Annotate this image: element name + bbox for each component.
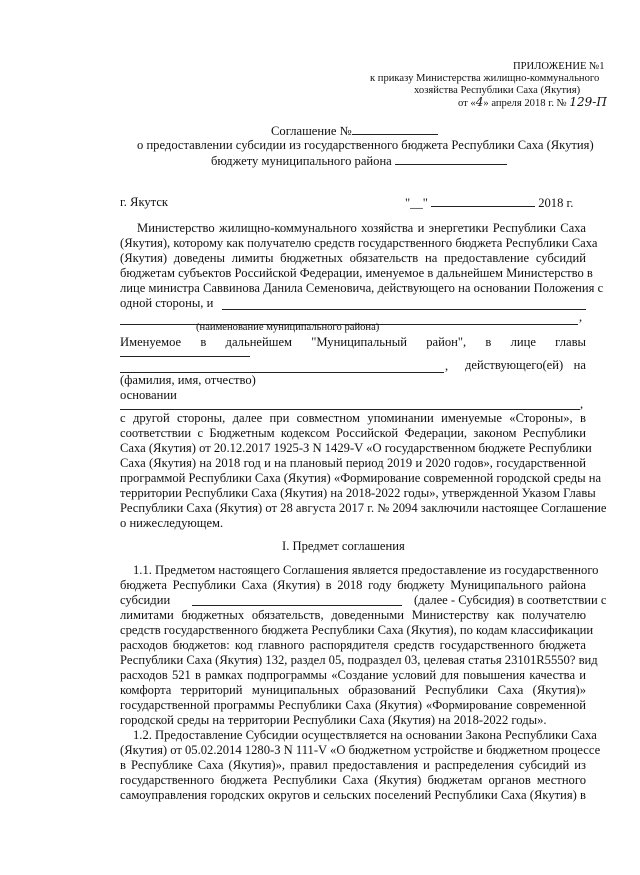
basis-label: основании: [120, 388, 177, 402]
section-1-heading: I. Предмет соглашения: [282, 539, 405, 553]
appendix-line1: к приказу Министерства жилищно-коммунального: [370, 73, 600, 84]
date-year: 2018 г.: [538, 196, 574, 210]
city: г. Якутск: [120, 195, 169, 209]
para-line-7: Республики Саха (Якутия) от 28 августа 2017 г. № 2094 заключили настоящее Соглашение: [120, 501, 607, 515]
appendix-number: 129-П: [569, 95, 607, 109]
acting-label: действующего(ей) на: [465, 358, 586, 372]
para-line-8: о нижеследующем.: [120, 516, 224, 530]
intro-line-7: Именуемое в дальнейшем "Муниципальный район", в лице главы: [120, 335, 586, 349]
appendix-date-prefix: от «: [458, 98, 476, 109]
s1-line-9: комфорта территорий муниципальных образований Республики Саха (Якутия)»: [120, 683, 586, 697]
intro-line-2: (Якутия), которому как получателю средств государственного бюджета Республики Саха: [120, 236, 598, 250]
comma-1: ,: [579, 310, 583, 324]
appendix-date: [458, 96, 607, 110]
para-line-5: программой Республики Саха (Якутия) «Формирование современной городской среды на: [120, 471, 602, 485]
s1-line-7: Республики Саха (Якутия) 132, раздел 05, подраздел 03, целевая статья 23101R5550? вид: [120, 653, 598, 667]
other-party-blank-1: [222, 309, 586, 310]
intro-line-5: лице министра Саввинова Данила Семеновича, действующего на основании Положения с: [120, 281, 604, 295]
agreement-title: [271, 123, 438, 139]
para-line-4: Саха (Якутия) на 2018 год и на плановый период 2019 и 2020 годов», государственной: [120, 456, 586, 470]
para-line-2: соответствии с Бюджетным кодексом Российской Федерации, законом Республики: [120, 426, 586, 440]
intro-line-4: бюджетам субъектов Российской Федерации, именуемое в дальнейшем Министерство в: [120, 266, 593, 280]
agreement-date: [405, 195, 573, 211]
s1-line-2: бюджета Республики Саха (Якутия) в 2018 году бюджету Муниципального района: [120, 578, 586, 592]
para-line-6: территории Республики Саха (Якутия) на 2018-2022 годы», утвержденной Указом Главы: [120, 486, 596, 500]
appendix-line2: хозяйства Республики Саха (Якутия): [414, 85, 581, 96]
subsidy-amount-blank: [192, 605, 402, 606]
s1-line-4: лимитами бюджетных обязательств, доведенными Министерству как получателю: [120, 608, 586, 622]
agreement-subtitle-2-text: бюджету муниципального района: [211, 154, 392, 168]
agreement-subtitle-1: о предоставлении субсидии из государственного бюджета Республики Саха (Якутия): [137, 138, 594, 152]
intro-line-3: (Якутия) доведены лимиты бюджетных обязательств на предоставление субсидий: [120, 251, 586, 265]
s1-2-line-4: государственного бюджета Республики Саха (Якутия) бюджетам органов местного: [120, 773, 586, 787]
district-name-blank: [395, 153, 507, 165]
s1-line-8: расходов 521 в рамках подпрограммы «Создание условий для повышения качества и: [120, 668, 586, 682]
s1-line-11: городской среды на территории Республики Саха (Якутия) на 2018-2022 годы».: [120, 713, 547, 727]
appendix-title: ПРИЛОЖЕНИЕ №1: [513, 61, 605, 72]
head-name-blank-1: [120, 356, 250, 357]
label-district-name: (наименование муниципального района): [196, 322, 380, 333]
para-line-1: с другой стороны, далее при совместном упоминании именуемые «Стороны», в: [120, 411, 586, 425]
appendix-date-mid: » апреля 2018 г. №: [483, 98, 567, 109]
s1-line-3-start: субсидии: [120, 593, 171, 607]
label-fio: (фамилия, имя, отчество): [120, 373, 256, 387]
s1-line-6: расходов бюджетов: код главного распорядителя средств государственного бюджета: [120, 638, 586, 652]
para-line-3: Саха (Якутия) от 20.12.2017 1925-З N 1429-V «О государственном бюджете Республики: [120, 441, 592, 455]
s1-2-line-1: 1.2. Предоставление Субсидии осуществляется на основании Закона Республики Саха: [133, 728, 597, 742]
intro-line-1: Министерство жилищно-коммунального хозяйства и энергетики Республики Саха: [137, 221, 586, 235]
basis-blank: [120, 409, 580, 410]
s1-line-3-end: (далее - Субсидия) в соответствии с: [414, 593, 607, 607]
s1-2-line-3: в Республике Саха (Якутия)», правил предоставления и распределения субсидий из: [120, 758, 586, 772]
intro-line-6: одной стороны, и: [120, 296, 214, 310]
s1-2-line-2: (Якутия) от 05.02.2014 1280-З N 111-V «О бюджетном устройстве и бюджетном процессе: [120, 743, 601, 757]
comma-acting: ,: [445, 359, 449, 373]
agreement-number-blank: [352, 123, 438, 135]
s1-line-1: 1.1. Предметом настоящего Соглашения является предоставление из государственного: [133, 563, 599, 577]
date-month-blank: [431, 195, 535, 207]
comma-2: ,: [580, 397, 584, 411]
s1-line-10: государственной программы Республики Саха (Якутия) «Формирование современной: [120, 698, 586, 712]
s1-2-line-5: самоуправления городских округов и сельских поселений Республики Саха (Якутия) в: [120, 788, 586, 802]
s1-line-5: средств государственного бюджета Республики Саха (Якутия), по кодам классификации: [120, 623, 594, 637]
appendix-day: 4: [475, 95, 484, 109]
agreement-subtitle-2: [211, 153, 507, 169]
date-quote: "__": [405, 196, 428, 210]
agreement-title-text: Соглашение №: [271, 124, 352, 138]
